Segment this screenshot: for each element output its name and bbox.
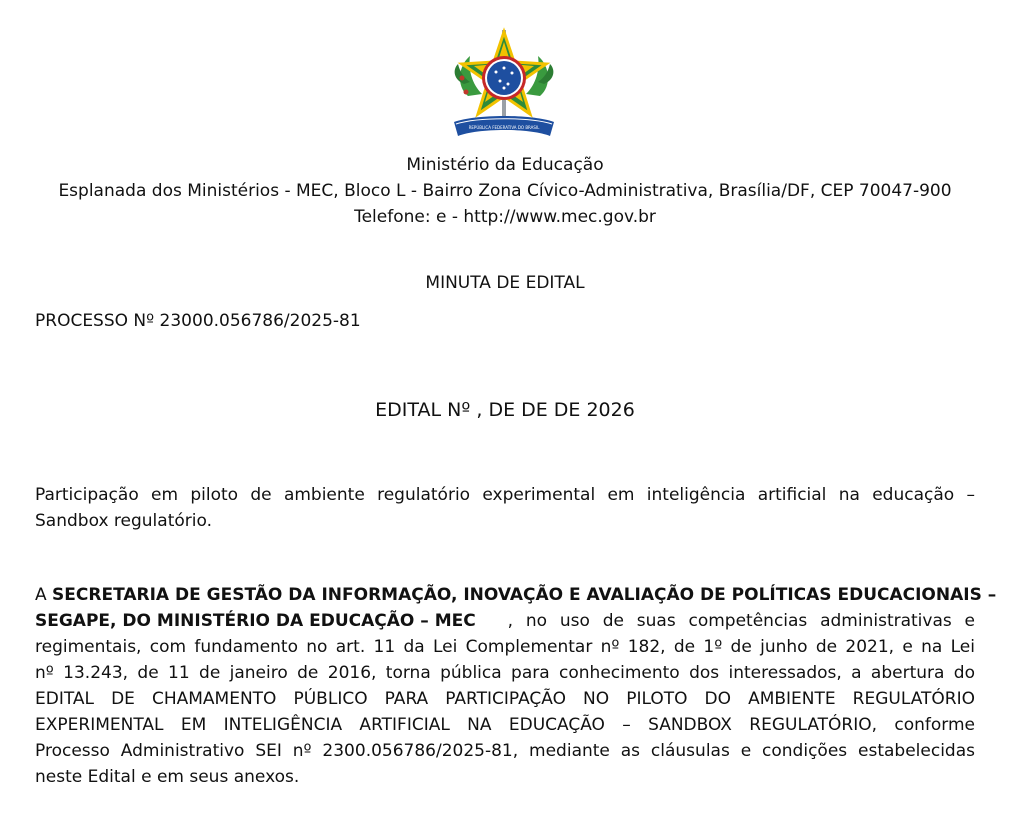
ministry-contact: Telefone: e - http://www.mec.gov.br	[354, 207, 656, 227]
ementa	[35, 482, 975, 534]
body-line: EXPERIMENTAL EM INTELIGÊNCIA ARTIFICIAL NA EDUCAÇÃO – SANDBOX REGULATÓRIO, conforme	[35, 715, 975, 735]
edital-title: EDITAL Nº , DE DE DE 2026	[375, 399, 635, 421]
body-lead: A	[35, 585, 53, 605]
ementa-line: Sandbox regulatório.	[35, 511, 212, 531]
process-number: PROCESSO Nº 23000.056786/2025-81	[35, 311, 361, 331]
competencias-text: , no uso de suas competências administrativas e	[507, 611, 976, 631]
body-line: neste Edital e em seus anexos.	[35, 767, 300, 787]
ministry-name: Ministério da Educação	[406, 155, 604, 175]
body-line: Processo Administrativo SEI nº 2300.056786/2025-81, mediante as cláusulas e condições estabelecidas	[35, 741, 975, 761]
letterhead	[0, 152, 1010, 230]
edital-body-paragraph	[35, 582, 997, 790]
body-line	[35, 582, 999, 608]
secretaria-acronym: SEGAPE, DO MINISTÉRIO DA EDUCAÇÃO – MEC	[35, 611, 476, 631]
ministry-address: Esplanada dos Ministérios - MEC, Bloco L - Bairro Zona Cívico-Administrativa, Brasília/DF, CEP 70047-900	[58, 181, 952, 201]
body-line: regimentais, com fundamento no art. 11 da Lei Complementar nº 182, de 1º de junho de 2021, e na Lei	[35, 637, 975, 657]
body-line: EDITAL DE CHAMAMENTO PÚBLICO PARA PARTICIPAÇÃO NO PILOTO DO AMBIENTE REGULATÓRIO	[35, 689, 975, 709]
body-line	[35, 608, 975, 634]
secretaria-name: SECRETARIA DE GESTÃO DA INFORMAÇÃO, INOVAÇÃO E AVALIAÇÃO DE POLÍTICAS EDUCACIONAIS –	[52, 585, 997, 605]
ementa-line: Participação em piloto de ambiente regulatório experimental em inteligência artificial na educação –	[35, 485, 975, 505]
body-line: nº 13.243, de 11 de janeiro de 2016, torna pública para conhecimento dos interessados, a abertura do	[35, 663, 975, 683]
minuta-label: MINUTA DE EDITAL	[425, 273, 585, 293]
svg-text:REPÚBLICA FEDERATIVA DO BRASIL: REPÚBLICA FEDERATIVA DO BRASIL	[468, 125, 540, 130]
coat-of-arms-icon	[446, 26, 562, 144]
